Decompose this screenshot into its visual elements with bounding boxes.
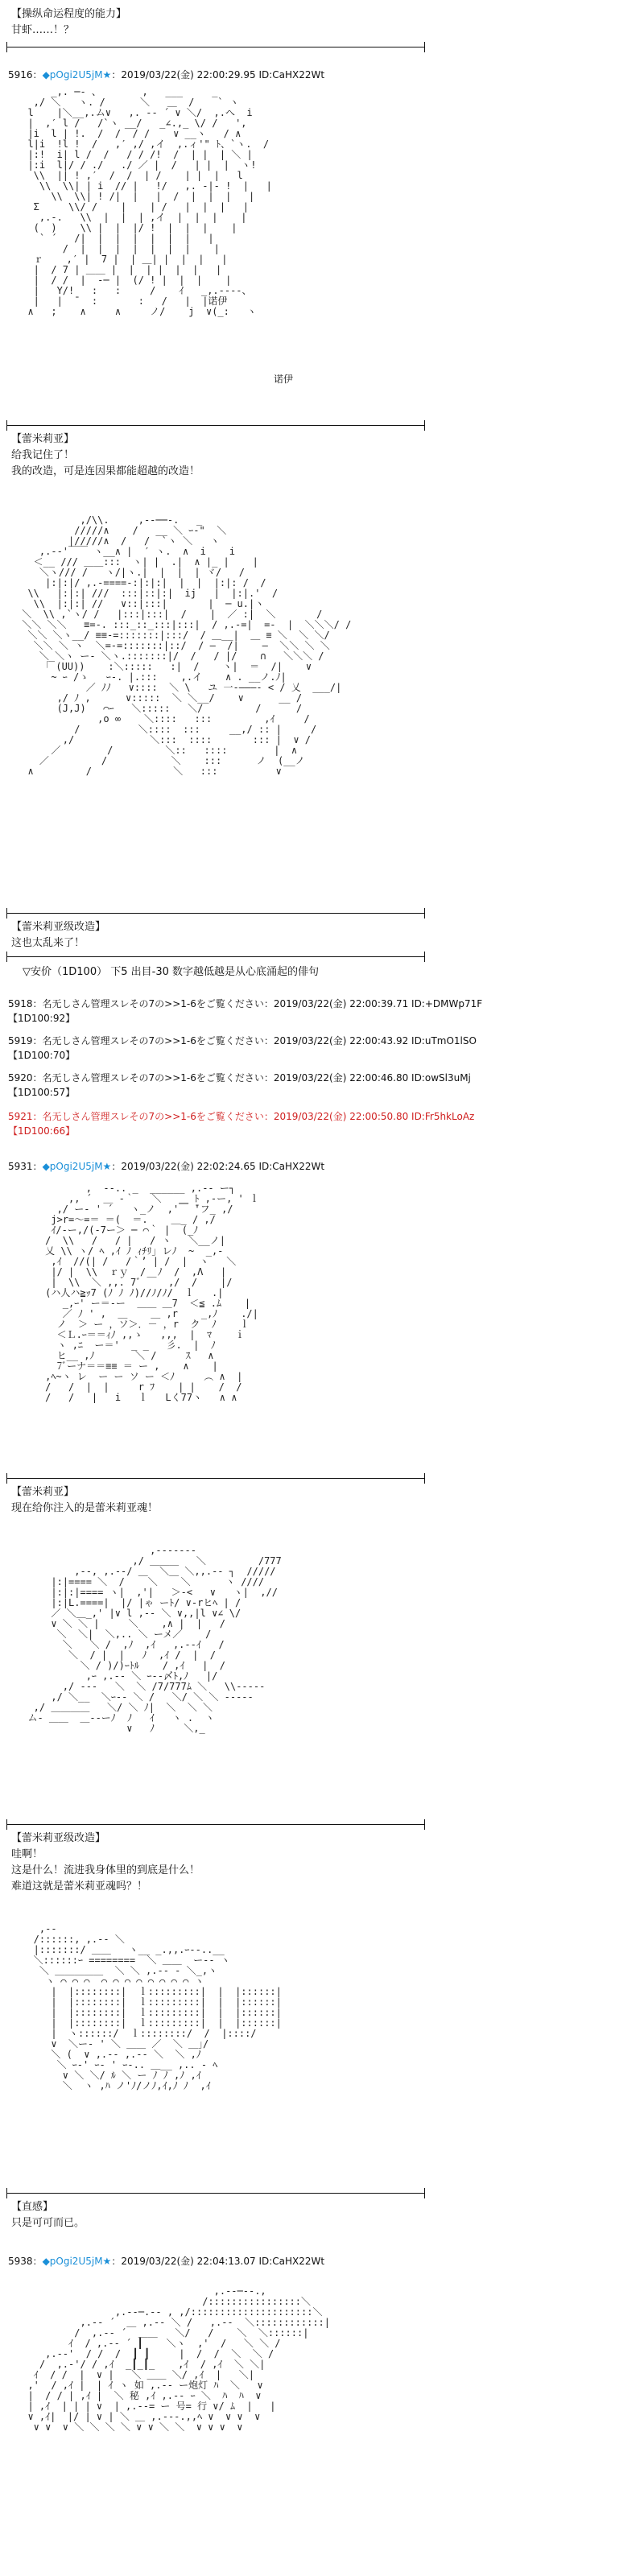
dice-result: 【1D100:57】 [8, 1087, 76, 1098]
ascii-art-6: ,.-‐─‐-., /::::::::::::::::＼ ,.-‐─.-‐ , ,/:::::::::::::::::::::＼ ,.-‐ ´ ＿ ,.-‐ ＼ / ,.-‐ ＼::::::::::::| / ,.-‐ ´ ＿＿ ＼/ / ＼ ＼::::::| ｲ / ,.-‐ ´ ┃ ＼ヽ ,' / ＼ ＼ / ,.-‐' / / / ┃ ┃ | / / ＼ ＼ / / ,.-'/ / ,ｲ _┃_┃_ ,ｲ / ,ｲ ＼ ＼| ｲ / / | ∨ | ＼ ＿＿ ＼/ ,ｲ | ＼| ,' / ,ｲ | | ｲ ヽ 如 ,.-‐ ー炮灯 ﾊ ＼ ∨ | / / | ,ｲ | ＼ 秘 ,ｲ ,.-‐ ｰ ＼ ﾊ ﾊ ∨ | ,ｲ | | | ∨ | ,.-‐= ー 号= 行 ∨/ ﾑ | | ∨ ,ｲ| |/ | ∨ | ＼ ＿ ,.-‐-.,,ﾍ ∨ ∨ ∨ ∨ ∨ ∨ ∨ ＼ ＼ ＼ ＼ ∨ ∨ ＼ ＼ ∨ ∨ ∨ ∨ [27, 2286, 331, 2433]
dice-result: 【1D100:70】 [8, 1050, 76, 1061]
post-header-5919 [8, 1034, 477, 1047]
dialogue-block-6 [0, 2199, 644, 2231]
dialogue-block-3 [0, 919, 644, 952]
star-icon: ★ [102, 1161, 112, 1172]
post-header-5918 [8, 997, 482, 1010]
post-header-5938 [8, 2254, 324, 2268]
dialogue-line: 哇啊！ [11, 1848, 43, 1860]
vote-instruction: ▽安价（1D100） 下5 出目-30 数字越低越是从心底涌起的俳句 [23, 966, 319, 978]
post-meta: ：名无しさん管理スレその7の>>1-6をご覧ください：2019/03/22(金) 22:00:39.71 ID:+DMWp71F [32, 998, 483, 1009]
star-icon: ★ [102, 2256, 112, 2267]
post-meta: ：名无しさん管理スレその7の>>1-6をご覧ください：2019/03/22(金) 22:00:46.80 ID:owSl3uMj [32, 1072, 471, 1084]
post-sep: ： [32, 1161, 43, 1172]
dialogue-line: 甘虾……！？ [11, 24, 75, 36]
dialogue-block-1 [0, 6, 644, 39]
dice-result: 【1D100:92】 [8, 1013, 76, 1024]
post-number: 5916 [8, 69, 33, 80]
post-meta: ：2019/03/22(金) 22:00:29.95 ID:CaHX22Wt [111, 69, 325, 80]
post-header-5920 [8, 1071, 471, 1084]
post-number: 5931 [8, 1161, 33, 1172]
speaker-label: 【蕾米莉亚级改造】 [11, 1832, 106, 1844]
separator [6, 1478, 425, 1479]
speaker-label: 【直感】 [11, 2201, 54, 2213]
post-number: 5918 [8, 998, 33, 1009]
separator [6, 956, 425, 957]
dialogue-line: 这是什么！流进我身体里的到底是什么！ [11, 1864, 200, 1876]
dialogue-line: 难道这就是蕾米莉亚魂吗？！ [11, 1880, 148, 1893]
separator [6, 2193, 425, 2194]
post-number: 5920 [8, 1072, 33, 1084]
tripcode-link[interactable]: ◆pOgi2U5jM [42, 2256, 103, 2267]
ascii-art-5: ,-‐ /::::::, ,.-‐ ＼ |:::::::/ ＿＿ ヽ__ _.,,.ｰ--..__ ＼::::::ｰ ======== ＼ ＿＿ ー-- ヽ ＼ ＿＿＿＿＿ ＼ ＼ ,.-- ‐ ＼_,ヽ ヽ ⌒ ⌒ ⌒ ⌒ ⌒ ⌒ ⌒ ⌒ ⌒ ⌒ ⌒ ヽ | |::::::::| ｌ:::::::::| | |::::::| | |::::::::| ｌ:::::::::| | |::::::| | |::::::::| ｌ:::::::::| | |::::::| | |::::::::| ｌ:::::::::| | |::::::| | ヽ::::::/ ｌ::::::::/ / |::::/ ∨ ＼ー‐ ' ＼ ＿＿ ／ ＼ ＿｣/ ＼ ( ∨ ,.-‐ ,.-‐ ＼ ＼ ,ﾉ ＼ ｰ-' ｰ- ' ｰ-.. ＿__ ,.. ‐ ﾍ ∨ ＼ ＼/ ﾙ ＼ ー ﾉ ﾉ ,ﾉ ,ｲ ＼ ヽ ,ﾊ ノ'ﾉ/ノﾉ,ｲ,ﾉ ﾉ ,ｲ [33, 1924, 282, 2091]
post-meta: ：名无しさん管理スレその7の>>1-6をご覧ください：2019/03/22(金) 22:00:50.80 ID:Fr5hkLoAz [32, 1111, 475, 1122]
tripcode-link[interactable]: ◆pOgi2U5jM [42, 69, 103, 80]
dialogue-block-2 [0, 431, 644, 480]
speaker-label: 【蕾米莉亚】 [11, 433, 75, 445]
art-caption: 诺伊 [274, 374, 294, 385]
speaker-label: 【蕾米莉亚级改造】 [11, 921, 106, 933]
dialogue-line: 给我记住了！ [11, 449, 75, 461]
ascii-art-1: _,. ─‐ 、 , ___ _ ,/ ＼ ヽ. / ＼ ＿ / ` ヽ l |＼__,.ム∨ ,. -‐ ´ ∨ ＼/ ,.へ i | ,′ l / /`ヽ __/ _∠.,_ \/ / ', |i l | !. / / / / ∨ __ヽ / ∧ l|i !l ! / ,′ ,/ ,イ ,.ィ'" ﾄ、`ヽ. / |:! i| l / / / / /! / | | | ＼ | |:i l|/ / ./ ./ ／ | / | | | ヽ! \\ || ! ,′ / / | / | | | l \\ \\| | i // | !/ ,. -|- ! | | \\ \\| ! /| | | / | | | | Σ \\/ / | | / | | | | ,.-. \\ | | | ,イ | | | | ( ) \\ | | |/ ! | | | | ` ´ /| | | | | | | | / | | | | | | | | ｒ ,′ | 7 | | ＿| | | | | | / 7 | ＿＿ | | | | | | | | / / | ‐─ | (/ ! | | | | | Y/! : : / ｲ _,.---‐、 | | ̄ : : / | |诺伊 ∧ ; ∧ ∧ ノ/ j ∨(_: ヽ [27, 87, 272, 317]
speaker-label: 【操纵命运程度的能力】 [11, 8, 127, 20]
separator [6, 425, 425, 426]
speaker-label: 【蕾米莉亚】 [11, 1486, 75, 1498]
post-header-5931 [8, 1159, 324, 1173]
post-number: 5921 [8, 1111, 33, 1122]
dialogue-line: 现在给你注入的是蕾米莉亚魂！ [11, 1502, 159, 1514]
star-icon: ★ [102, 69, 112, 80]
post-header-5921 [8, 1109, 474, 1123]
dialogue-block-5 [0, 1831, 644, 1895]
post-sep: ： [32, 69, 43, 80]
post-number: 5919 [8, 1035, 33, 1046]
post-sep: ： [32, 2256, 43, 2267]
separator [6, 913, 425, 914]
post-meta: ：2019/03/22(金) 22:02:24.65 ID:CaHX22Wt [111, 1161, 325, 1172]
post-number: 5938 [8, 2256, 33, 2267]
dice-result-selected: 【1D100:66】 [8, 1125, 76, 1137]
separator [6, 1824, 425, 1825]
post-meta: ：2019/03/22(金) 22:04:13.07 ID:CaHX22Wt [111, 2256, 325, 2267]
dialogue-line: 只是可可而已。 [11, 2217, 85, 2229]
ascii-art-4: ,------- ,/ ＿＿＿ ＼ /777 ,-‐, ,.-‐/ ＿ ＼＿ ＼,,.-- ┐ ///// |:|==== ＼ / ＼ ＼ ヽ //// |:|:|==== ヽ| ,'| ＞-< ∨ ヽ| ,// |:|L.====| |/ |ゃ ーﾄ/ ∨-rヒﾍ | / ／ ＼＿_,' |∨ l ,-- ＼ ∨,,|l ∨∠ \/ ∨ ＼ ＼ | ＼ ,∧ | | / ＼ ＼| ＼,.. ＼ ーメ／ / ＼ ＼ / ,ﾉ ,ｲ ,.-‐ｲ / ＼ / | | ﾉ ,ｲ / | / ＼ / )/)ｰﾄﾙ / ,ｲ | / ,ｰ ,.-‐ ＼ ｰ--〆ﾄ,ﾉ |/ ,/ --- ＼ ＼ /7/777ﾑ ＼ \\----- ,/ ＼__ ＼ｰ-- ＼ / ＼/ ＼ ＼ ----- ,/ ＿＿＿＿ ＼/ ＼ ﾉ| ＼ ＼ ＼ ム‐ ＿＿ ＿--ーﾉ ﾉ ｲ ヽ . ヽ ∨ ﾉ ＼,_ [27, 1546, 282, 1734]
dialogue-line: 我的改造，可是连因果都能超越的改造！ [11, 465, 200, 477]
post-meta: ：名无しさん管理スレその7の>>1-6をご覧ください：2019/03/22(金) 22:00:43.92 ID:uTmO1lSO [32, 1035, 477, 1046]
post-header-5916 [8, 68, 324, 81]
dialogue-block-4 [0, 1484, 644, 1517]
ascii-art-3: , ‐-.. _ ______ ,.-‐ ー┐ ,, ´ ＿ ‐｀ ＼ ＿ ﾄ ,-ー, ' ｌ ,/ ー‐ ' ´ ヽ_ノ ,'￣ ̄'フ_ ,/ j>r=～=＝ ＝( ＝. ＿_ / ,/ ｲ/‐ー,/(‐7ー＞ ─ ⌒｀ | (_ﾉ / \\ / / | / ヽ ＼__ノ| 乂 \\ ヽ/ ﾍ ,ｲ ﾉ ｨﾁﾘ｣ レﾉ ~ _,- ,ｲ //(| / /｀’ | / | ヽ ＼ |/ | \\ ｒｙ / ﾉ / ,Λ | | \\ ＼ ,,. 7ﾞ ￣ ,/ / |/ (ハ人ハ≧ｯ7 (ﾉ ﾉ ﾉ)//ﾉ/ﾉ/ ｌ .| _,ｰ' ー＝-ー ＿＿ ＿7 ＜≦ .ﾑ | ／ ﾉ ' , ＿ ＿ ,r _,ﾉ ./| ノ ＞ ー ，ソ＞．－ ，r ク ﾉ ｌ ＜Ｌ.ｰ＝＝ｨﾉ ,,ゝ ,,, | ﾏ ｉ ヽ ,ﾆ ー＝' _ _ 彡. | ﾉ ヒ__ ,ﾉ ＼ / ｽ ∧ 7ﾞーナ＝＝≡≡ ＝ ー , ∧ | ,ﾍ~ヽ レ ー ー ソ ー ＜ﾉ ︵ ∧ | / / | | r ﾌ | | / / / / | i ｌ Lく77ヽ ∧ ∧ [45, 1183, 259, 1403]
ascii-art-2: ,/\\. ,-‐──-. _ /////∧ / __ ＼ ｰ-" ＼ |/////∧ / / `ヽ ＼ ヽ ,.-‐'￣￣ ヽ__∧ | ′ ヽ. ∧ i i ＜__ /// ＿＿::: ヽ| | .| ∧ |_ | | ＼ヽ/// / ヽ/|ヽ.| | | | ヾ/ / |:|:|/ ,.-====-:|:|:| | | |:|: / / \\ |:|:| /// :::|::|:| ij | |:|.' / \\ |:|:| // ∨::|:::| | ─ u.|ヽ ＼ \\ ,`ヽ/ / |:::|:::| / | ／ :| ＼ / ＼＼ ＼＼ ≡=-. :::_::_:::|:::| / ,.-=| =- | ＼＼＼/ / ＼＼ ＼ヽ__/ ≡≡-=:::::::|:::/ / ＿__| ＿ ≡ ＼ ＼ ＼/ ＼＼ ＼ ヽ ＼=-=:::::::|::/ / ― /| ― ＼＼ ＼ ＼ ＼_＼ヽ ー‐ ＼ヽ.:::::::|/ / / |/ ∩ ＼＼＼ / ｢ (UU)) :＼::::: :| / ヽ| ＝ /| ∨ ~ ｰ /ゝ ｰ-. |.::: ,.イ ∧ . __ノ.ﾉ| ／ ﾉﾉ ∨:::: ＼ \ ユ 一‐―――‐ < / 乂 ___/| ,/ ﾉ , ∨::::: ＼ ＼__/ ∨ __ / (J,J) ⌒ｰ ＼::::: ＼/ / / ,o ∞ ＼:::: ::: ,ｲ / / ＼:::: ::: __,/ :: | / ,/ ＼::: :::: ::: | ∨ / ／ / ＼:: :::: | ∧ ／ / ＼ ::: ノ (__ノ ∧ / ＼ ::: ∨ [22, 515, 352, 777]
dialogue-line: 这也太乱来了！ [11, 937, 85, 949]
tripcode-link[interactable]: ◆pOgi2U5jM [42, 1161, 103, 1172]
